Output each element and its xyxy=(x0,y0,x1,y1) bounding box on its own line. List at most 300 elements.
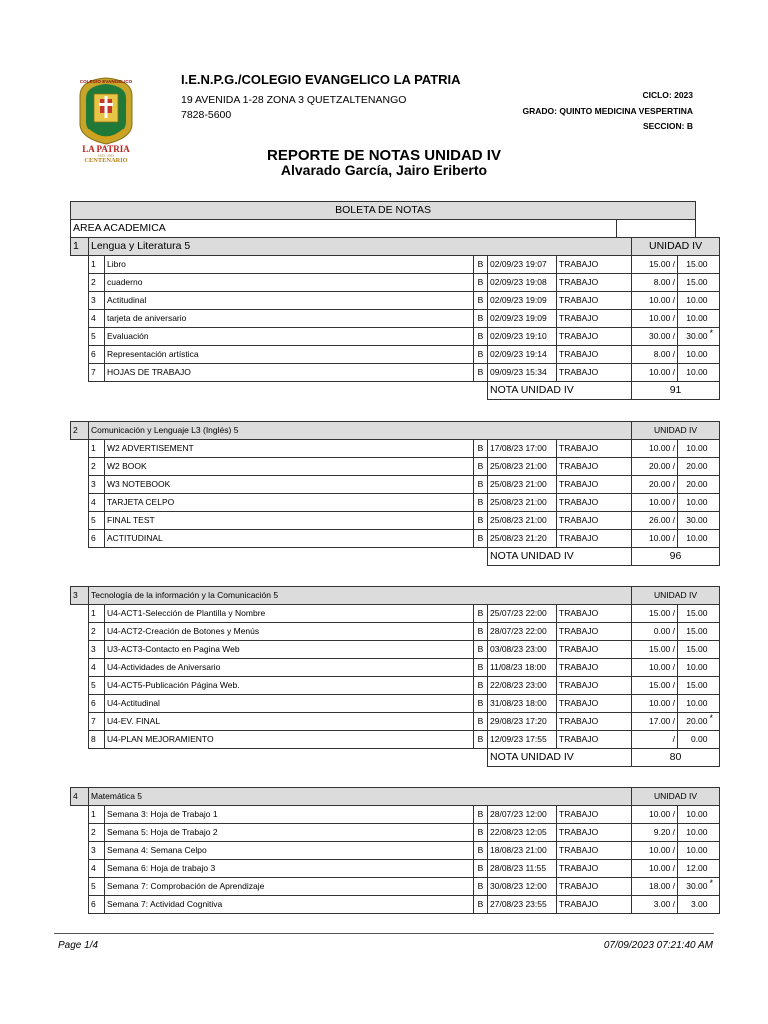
item-score: 3.00 / xyxy=(632,896,678,914)
item-name: U4-ACT1-Selección de Plantilla y Nombre xyxy=(105,605,474,623)
item-max: 20.00 xyxy=(678,713,710,731)
item-number: 4 xyxy=(89,659,105,677)
item-star-cell xyxy=(710,530,720,548)
course-name: Comunicación y Lenguaje L3 (Inglés) 5 xyxy=(89,422,632,440)
item-type: TRABAJO xyxy=(557,731,632,749)
item-star-cell xyxy=(710,605,720,623)
item-date: 17/08/23 17:00 xyxy=(488,440,557,458)
indent-cell xyxy=(71,677,89,695)
course-name: Lengua y Literatura 5 xyxy=(89,238,632,256)
item-number: 1 xyxy=(89,806,105,824)
item-max: 10.00 xyxy=(678,824,710,842)
table-row xyxy=(71,494,720,512)
item-name: HOJAS DE TRABAJO xyxy=(105,364,474,382)
indent-cell xyxy=(71,659,89,677)
item-name: Representación artística xyxy=(105,346,474,364)
item-max: 15.00 xyxy=(678,274,710,292)
item-star-cell xyxy=(710,440,720,458)
item-date: 28/07/23 22:00 xyxy=(488,623,557,641)
indent-cell xyxy=(71,292,89,310)
nota-label: NOTA UNIDAD IV xyxy=(488,548,632,566)
item-score: 10.00 / xyxy=(632,494,678,512)
nota-label: NOTA UNIDAD IV xyxy=(488,382,632,400)
course-table xyxy=(70,421,720,566)
item-star-cell xyxy=(710,806,720,824)
item-type-code: B xyxy=(474,695,488,713)
item-name: W2 ADVERTISEMENT xyxy=(105,440,474,458)
course-table xyxy=(70,787,720,914)
indent-cell xyxy=(71,896,89,914)
item-type: TRABAJO xyxy=(557,476,632,494)
item-star-cell xyxy=(710,512,720,530)
item-star: * xyxy=(709,328,714,338)
item-number: 8 xyxy=(89,731,105,749)
item-max: 20.00 xyxy=(678,476,710,494)
item-date: 02/09/23 19:07 xyxy=(488,256,557,274)
item-type: TRABAJO xyxy=(557,530,632,548)
item-date: 18/08/23 21:00 xyxy=(488,842,557,860)
item-name: Semana 7: Comprobación de Aprendizaje xyxy=(105,878,474,896)
course-number: 4 xyxy=(71,788,89,806)
item-max: 15.00 xyxy=(678,641,710,659)
indent-cell xyxy=(71,440,89,458)
school-phone: 7828-5600 xyxy=(181,109,232,121)
table-row xyxy=(71,731,720,749)
item-date: 22/08/23 12:05 xyxy=(488,824,557,842)
boleta-title: BOLETA DE NOTAS xyxy=(71,202,696,220)
item-name: Semana 3: Hoja de Trabajo 1 xyxy=(105,806,474,824)
table-row xyxy=(71,806,720,824)
item-score: 10.00 / xyxy=(632,310,678,328)
item-number: 5 xyxy=(89,878,105,896)
item-type: TRABAJO xyxy=(557,824,632,842)
item-date: 28/07/23 12:00 xyxy=(488,806,557,824)
course-name: Tecnología de la información y la Comunicación 5 xyxy=(89,587,632,605)
item-type: TRABAJO xyxy=(557,310,632,328)
item-date: 02/09/23 19:10 xyxy=(488,328,557,346)
table-row xyxy=(71,310,720,328)
item-number: 1 xyxy=(89,256,105,274)
item-date: 11/08/23 18:00 xyxy=(488,659,557,677)
table-row xyxy=(71,860,720,878)
item-number: 2 xyxy=(89,623,105,641)
item-star-cell xyxy=(710,896,720,914)
item-name: Actitudinal xyxy=(105,292,474,310)
item-type: TRABAJO xyxy=(557,512,632,530)
item-max: 30.00 xyxy=(678,878,710,896)
item-max: 15.00 xyxy=(678,256,710,274)
item-max: 15.00 xyxy=(678,677,710,695)
item-type-code: B xyxy=(474,896,488,914)
item-type-code: B xyxy=(474,256,488,274)
item-type-code: B xyxy=(474,364,488,382)
item-name: Semana 4: Semana Celpo xyxy=(105,842,474,860)
logo-top-text: COLEGIO EVANGELICO xyxy=(79,79,133,84)
item-type: TRABAJO xyxy=(557,695,632,713)
grado-label: GRADO: QUINTO MEDICINA VESPERTINA xyxy=(522,106,693,116)
page-number: Page 1/4 xyxy=(58,940,99,951)
item-date: 30/08/23 12:00 xyxy=(488,878,557,896)
item-number: 6 xyxy=(89,695,105,713)
table-row xyxy=(71,476,720,494)
table-row xyxy=(71,328,720,346)
item-type: TRABAJO xyxy=(557,860,632,878)
item-type: TRABAJO xyxy=(557,292,632,310)
course-table xyxy=(70,586,720,767)
indent-cell xyxy=(71,310,89,328)
indent-cell xyxy=(71,328,89,346)
item-type-code: B xyxy=(474,494,488,512)
item-name: U4-EV. FINAL xyxy=(105,713,474,731)
indent-cell xyxy=(71,256,89,274)
table-row xyxy=(71,677,720,695)
item-number: 3 xyxy=(89,476,105,494)
item-max: 10.00 xyxy=(678,806,710,824)
item-score: 10.00 / xyxy=(632,530,678,548)
item-score: 20.00 / xyxy=(632,476,678,494)
course-header-row xyxy=(71,587,720,605)
spacer-cell xyxy=(71,548,488,566)
item-type-code: B xyxy=(474,274,488,292)
item-date: 02/09/23 19:09 xyxy=(488,292,557,310)
item-max: 10.00 xyxy=(678,346,710,364)
item-name: Semana 7: Actividad Cognitiva xyxy=(105,896,474,914)
table-row xyxy=(71,713,720,731)
item-type-code: B xyxy=(474,623,488,641)
table-row xyxy=(71,274,720,292)
item-star-cell xyxy=(710,346,720,364)
item-number: 4 xyxy=(89,860,105,878)
item-type: TRABAJO xyxy=(557,641,632,659)
item-type-code: B xyxy=(474,860,488,878)
course-number: 1 xyxy=(71,238,89,256)
item-type: TRABAJO xyxy=(557,256,632,274)
course-unit: UNIDAD IV xyxy=(632,788,720,806)
item-star-cell xyxy=(710,256,720,274)
item-score: 26.00 / xyxy=(632,512,678,530)
item-max: 0.00 xyxy=(678,731,710,749)
indent-cell xyxy=(71,512,89,530)
nota-label: NOTA UNIDAD IV xyxy=(488,749,632,767)
table-row xyxy=(71,695,720,713)
course-unit: UNIDAD IV xyxy=(632,238,720,256)
item-score: 20.00 / xyxy=(632,458,678,476)
item-number: 3 xyxy=(89,842,105,860)
item-date: 25/08/23 21:00 xyxy=(488,476,557,494)
area-label: AREA ACADEMICA xyxy=(71,220,617,238)
item-name: U4-ACT5-Publicación Página Web. xyxy=(105,677,474,695)
table-row xyxy=(71,530,720,548)
item-star: * xyxy=(709,713,714,723)
item-score: 10.00 / xyxy=(632,860,678,878)
item-star-cell xyxy=(710,364,720,382)
indent-cell xyxy=(71,713,89,731)
item-type: TRABAJO xyxy=(557,605,632,623)
item-name: Semana 6: Hoja de trabajo 3 xyxy=(105,860,474,878)
table-row xyxy=(71,440,720,458)
item-score: 18.00 / xyxy=(632,878,678,896)
item-name: TARJETA CELPO xyxy=(105,494,474,512)
item-type: TRABAJO xyxy=(557,440,632,458)
item-date: 25/07/23 22:00 xyxy=(488,605,557,623)
logo-tiny-text: 1923 - 2023 xyxy=(97,153,115,158)
item-number: 6 xyxy=(89,346,105,364)
item-star-cell xyxy=(710,713,720,731)
item-type: TRABAJO xyxy=(557,659,632,677)
course-name: Matemática 5 xyxy=(89,788,632,806)
item-name: Evaluación xyxy=(105,328,474,346)
student-name: Alvarado García, Jairo Eriberto xyxy=(280,162,488,178)
item-name: cuaderno xyxy=(105,274,474,292)
item-date: 25/08/23 21:00 xyxy=(488,494,557,512)
item-name: tarjeta de aniversario xyxy=(105,310,474,328)
ciclo-label: CICLO: 2023 xyxy=(642,90,693,100)
indent-cell xyxy=(71,494,89,512)
item-star-cell xyxy=(710,842,720,860)
indent-cell xyxy=(71,364,89,382)
item-name: FINAL TEST xyxy=(105,512,474,530)
spacer-cell xyxy=(71,749,488,767)
report-title: REPORTE DE NOTAS UNIDAD IV xyxy=(267,147,501,164)
item-max: 10.00 xyxy=(678,292,710,310)
item-type: TRABAJO xyxy=(557,806,632,824)
logo-bottom-text: CENTENARIO xyxy=(84,157,128,164)
item-score: 15.00 / xyxy=(632,256,678,274)
item-type-code: B xyxy=(474,824,488,842)
item-type-code: B xyxy=(474,310,488,328)
item-max: 10.00 xyxy=(678,440,710,458)
item-number: 2 xyxy=(89,274,105,292)
item-type-code: B xyxy=(474,512,488,530)
item-score: 10.00 / xyxy=(632,292,678,310)
course-header-row xyxy=(71,788,720,806)
indent-cell xyxy=(71,824,89,842)
item-max: 12.00 xyxy=(678,860,710,878)
table-row xyxy=(71,512,720,530)
item-max: 15.00 xyxy=(678,605,710,623)
item-date: 02/09/23 19:14 xyxy=(488,346,557,364)
item-type-code: B xyxy=(474,641,488,659)
item-type: TRABAJO xyxy=(557,346,632,364)
school-address: 19 AVENIDA 1-28 ZONA 3 QUETZALTENANGO xyxy=(181,94,407,106)
item-name: U4-ACT2-Creación de Botones y Menús xyxy=(105,623,474,641)
item-date: 25/08/23 21:20 xyxy=(488,530,557,548)
print-timestamp: 07/09/2023 07:21:40 AM xyxy=(603,940,713,951)
item-date: 31/08/23 18:00 xyxy=(488,695,557,713)
item-number: 5 xyxy=(89,677,105,695)
item-type: TRABAJO xyxy=(557,842,632,860)
item-type-code: B xyxy=(474,530,488,548)
item-star-cell xyxy=(710,641,720,659)
table-row xyxy=(71,256,720,274)
item-score: 10.00 / xyxy=(632,364,678,382)
seccion-label: SECCION: B xyxy=(642,121,693,131)
course-number: 3 xyxy=(71,587,89,605)
course-unit: UNIDAD IV xyxy=(632,422,720,440)
table-row xyxy=(71,896,720,914)
indent-cell xyxy=(71,458,89,476)
course-number: 2 xyxy=(71,422,89,440)
table-row xyxy=(71,346,720,364)
item-max: 3.00 xyxy=(678,896,710,914)
indent-cell xyxy=(71,860,89,878)
item-max: 20.00 xyxy=(678,458,710,476)
item-type: TRABAJO xyxy=(557,364,632,382)
item-score: 10.00 / xyxy=(632,806,678,824)
item-star-cell xyxy=(710,292,720,310)
item-date: 25/08/23 21:00 xyxy=(488,458,557,476)
item-number: 3 xyxy=(89,641,105,659)
item-star-cell xyxy=(710,274,720,292)
item-number: 4 xyxy=(89,494,105,512)
item-score: 10.00 / xyxy=(632,842,678,860)
item-date: 03/08/23 23:00 xyxy=(488,641,557,659)
indent-cell xyxy=(71,476,89,494)
item-number: 7 xyxy=(89,713,105,731)
item-max: 30.00 xyxy=(678,512,710,530)
indent-cell xyxy=(71,623,89,641)
table-row xyxy=(71,641,720,659)
course-unit: UNIDAD IV xyxy=(632,587,720,605)
item-type-code: B xyxy=(474,878,488,896)
item-date: 22/08/23 23:00 xyxy=(488,677,557,695)
course-header-row xyxy=(71,238,720,256)
item-date: 27/08/23 23:55 xyxy=(488,896,557,914)
footer-divider xyxy=(54,933,714,934)
item-name: U4-PLAN MEJORAMIENTO xyxy=(105,731,474,749)
item-date: 02/09/23 19:08 xyxy=(488,274,557,292)
item-date: 09/09/23 15:34 xyxy=(488,364,557,382)
item-score: 15.00 / xyxy=(632,605,678,623)
item-name: U4-Actividades de Aniversario xyxy=(105,659,474,677)
item-score: 17.00 / xyxy=(632,713,678,731)
item-name: W3 NOTEBOOK xyxy=(105,476,474,494)
nota-row xyxy=(71,382,720,400)
indent-cell xyxy=(71,641,89,659)
item-score: 10.00 / xyxy=(632,659,678,677)
item-max: 10.00 xyxy=(678,530,710,548)
item-score: 10.00 / xyxy=(632,695,678,713)
item-type-code: B xyxy=(474,328,488,346)
item-number: 5 xyxy=(89,512,105,530)
item-number: 6 xyxy=(89,896,105,914)
indent-cell xyxy=(71,605,89,623)
nota-value: 91 xyxy=(632,382,720,400)
item-name: U3-ACT3-Contacto en Pagina Web xyxy=(105,641,474,659)
nota-value: 96 xyxy=(632,548,720,566)
indent-cell xyxy=(71,878,89,896)
item-date: 02/09/23 19:09 xyxy=(488,310,557,328)
item-name: U4-Actitudinal xyxy=(105,695,474,713)
item-score: 9.20 / xyxy=(632,824,678,842)
item-star-cell xyxy=(710,659,720,677)
item-max: 15.00 xyxy=(678,623,710,641)
item-type: TRABAJO xyxy=(557,494,632,512)
item-date: 29/08/23 17:20 xyxy=(488,713,557,731)
item-star-cell xyxy=(710,494,720,512)
item-score: 8.00 / xyxy=(632,274,678,292)
item-type-code: B xyxy=(474,605,488,623)
spacer-cell xyxy=(71,382,488,400)
item-date: 12/09/23 17:55 xyxy=(488,731,557,749)
indent-cell xyxy=(71,806,89,824)
indent-cell xyxy=(71,530,89,548)
item-max: 10.00 xyxy=(678,494,710,512)
item-star-cell xyxy=(710,458,720,476)
indent-cell xyxy=(71,731,89,749)
indent-cell xyxy=(71,274,89,292)
indent-cell xyxy=(71,346,89,364)
item-type-code: B xyxy=(474,476,488,494)
item-type: TRABAJO xyxy=(557,677,632,695)
item-type-code: B xyxy=(474,458,488,476)
item-star-cell xyxy=(710,623,720,641)
item-type-code: B xyxy=(474,659,488,677)
nota-row xyxy=(71,749,720,767)
item-max: 10.00 xyxy=(678,659,710,677)
item-score: 15.00 / xyxy=(632,641,678,659)
item-star-cell xyxy=(710,695,720,713)
item-star-cell xyxy=(710,328,720,346)
nota-row xyxy=(71,548,720,566)
item-type: TRABAJO xyxy=(557,274,632,292)
table-row xyxy=(71,623,720,641)
item-name: Libro xyxy=(105,256,474,274)
item-max: 10.00 xyxy=(678,842,710,860)
item-star: * xyxy=(709,878,714,888)
item-star-cell xyxy=(710,878,720,896)
item-max: 30.00 xyxy=(678,328,710,346)
logo-mid-text: LA PATRIA xyxy=(82,144,130,154)
course-table xyxy=(70,237,720,400)
item-type-code: B xyxy=(474,713,488,731)
item-number: 1 xyxy=(89,440,105,458)
item-name: Semana 5: Hoja de Trabajo 2 xyxy=(105,824,474,842)
indent-cell xyxy=(71,842,89,860)
item-star-cell xyxy=(710,310,720,328)
item-score: 0.00 / xyxy=(632,623,678,641)
item-score: 15.00 / xyxy=(632,677,678,695)
table-row xyxy=(71,659,720,677)
item-type-code: B xyxy=(474,292,488,310)
school-name: I.E.N.P.G./COLEGIO EVANGELICO LA PATRIA xyxy=(181,72,461,87)
item-type-code: B xyxy=(474,677,488,695)
item-type: TRABAJO xyxy=(557,896,632,914)
item-type-code: B xyxy=(474,346,488,364)
item-star-cell xyxy=(710,860,720,878)
table-row xyxy=(71,605,720,623)
item-name: ACTITUDINAL xyxy=(105,530,474,548)
item-star-cell xyxy=(710,677,720,695)
table-row xyxy=(71,364,720,382)
item-type: TRABAJO xyxy=(557,328,632,346)
nota-value: 80 xyxy=(632,749,720,767)
item-score: 10.00 / xyxy=(632,440,678,458)
item-star-cell xyxy=(710,824,720,842)
item-max: 10.00 xyxy=(678,364,710,382)
item-number: 3 xyxy=(89,292,105,310)
table-row xyxy=(71,842,720,860)
table-row xyxy=(71,824,720,842)
item-type: TRABAJO xyxy=(557,713,632,731)
item-star-cell xyxy=(710,476,720,494)
item-number: 4 xyxy=(89,310,105,328)
indent-cell xyxy=(71,695,89,713)
item-date: 28/08/23 11:55 xyxy=(488,860,557,878)
boleta-header xyxy=(70,201,696,238)
item-type: TRABAJO xyxy=(557,458,632,476)
item-score: 8.00 / xyxy=(632,346,678,364)
